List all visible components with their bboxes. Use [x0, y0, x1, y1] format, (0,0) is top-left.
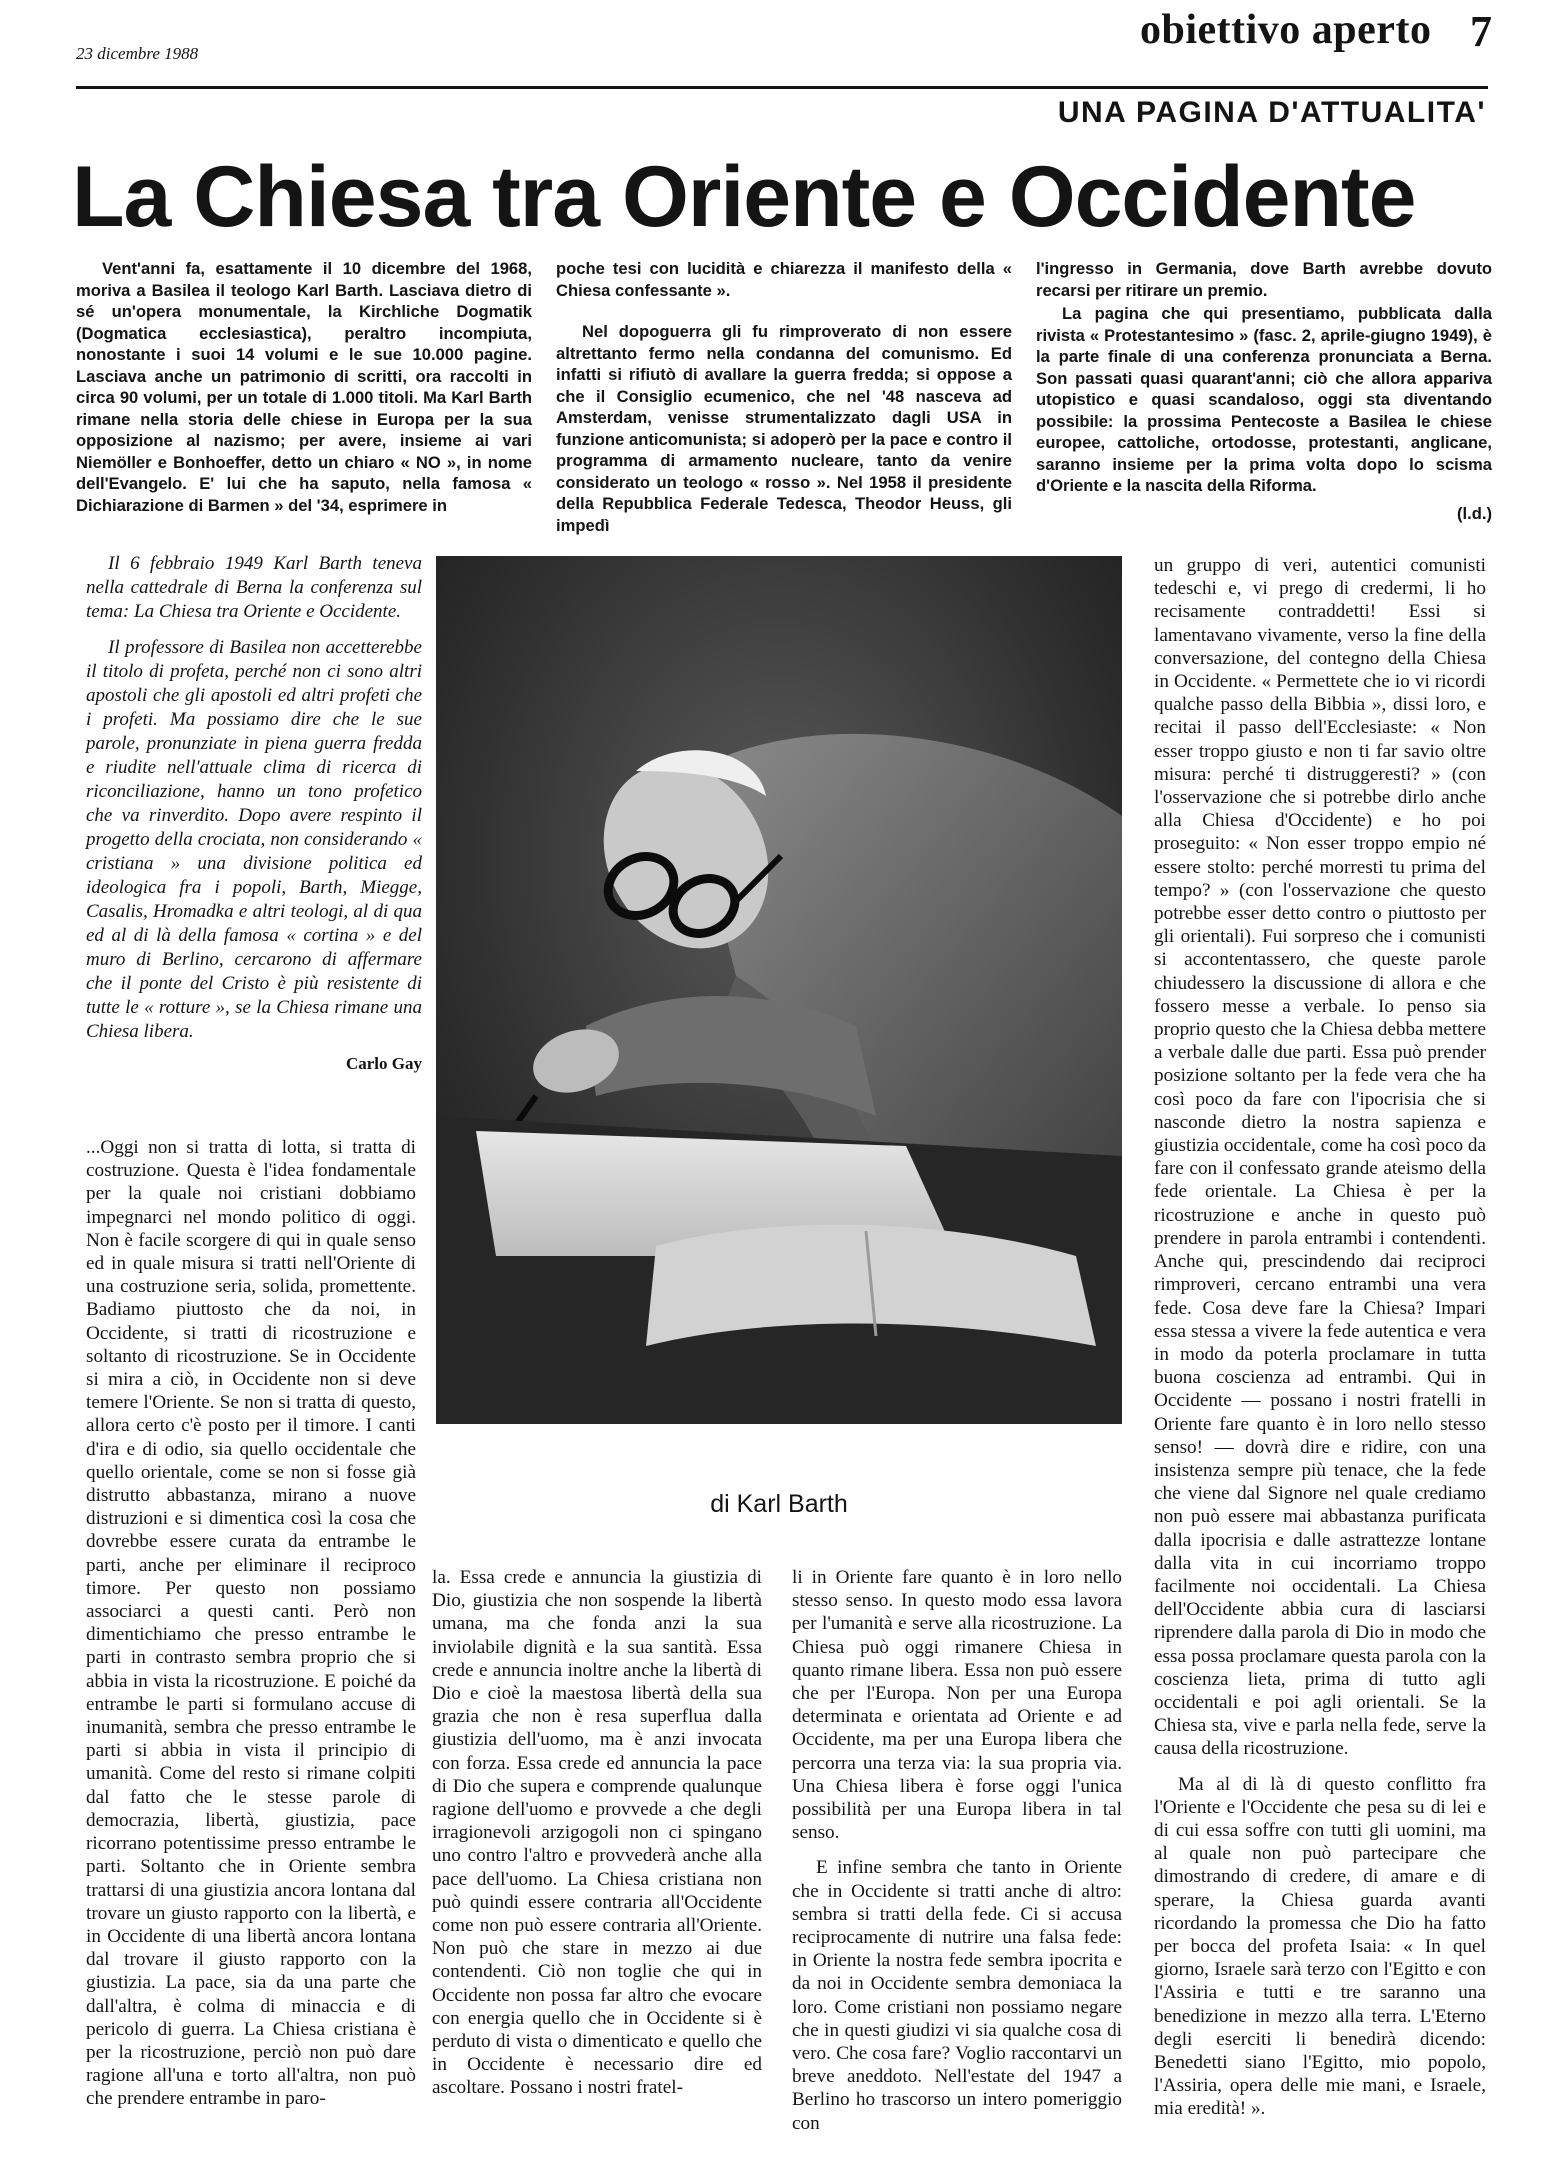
header-rule: [76, 86, 1488, 89]
publication-name: obiettivo aperto: [1140, 7, 1432, 53]
intro-column-1: [76, 258, 532, 516]
intro-column-2: [556, 258, 1012, 536]
article-title: La Chiesa tra Oriente e Occidente: [72, 149, 1416, 245]
byline: di Karl Barth: [710, 1490, 848, 1518]
preface-box: [86, 552, 422, 1076]
page-number: 7: [1470, 7, 1492, 56]
karl-barth-photo: [436, 556, 1122, 1424]
intro-paragraph: poche tesi con lucidità e chiarezza il manifesto della « Chiesa confessante ».: [556, 259, 1012, 300]
issue-date: 23 dicembre 1988: [76, 44, 199, 63]
section-heading: UNA PAGINA D'ATTUALITA': [1057, 96, 1486, 129]
body-paragraph: li in Oriente fare quanto è in loro nello stesso senso. In questo modo essa lavora per l'umanità e serve alla ricostruzione. La Chiesa può oggi rimanere Chiesa in quanto rimane libera. Essa non può essere che per l'Europa. Non per una Europa determinata e orientata ad Oriente e ad Occidente, ma per una Europa libera che percorra una terza via: la sua propria via. Una Chiesa libera è forse oggi l'unica possibilità per una Europa libera in tal senso.: [792, 1567, 1122, 1844]
body-paragraph: un gruppo di veri, autentici comunisti tedeschi e, vi prego di credermi, li ho recisamente contraddetti! Essi si lamentavano vivamente, verso la fine della conversazione, del contegno della Chiesa in Occidente. « Permettete che io vi ricordi qualche passo della Bibbia », dissi loro, e recitai il passo dell'Ecclesiaste: « Non esser troppo giusto e non ti far savio oltre misura: perché ti distruggeresti? » (con l'osservazione che si potrebbe dirlo anche alla Chiesa d'Occidente) e ho poi proseguito: « Non esser troppo empio né essere stolto: perché morresti tu prima del tempo? » (con l'osservazione che questo potrebbe esser detto contro o piuttosto per gli orientali). Fui sorpreso che i comunisti si accontentassero, che queste parole chiudessero la discussione di allora e che fossero messe a verbale. Io penso sia proprio questo che la Chiesa debba mettere a verbale dalle due parti. Essa può prender posizione soltanto per la fede vera che ha così poco da fare con l'ipocrisia che si nasconde dietro la nostra sapienza e giustizia occidentale, come ha così poco da fare con il confessato grande ateismo della fede orientale. La Chiesa è per la ricostruzione e anche in questo può prendere in parola entrambi i contendenti. Anche qui, prescindendo dai reciproci rimproveri, cercano entrambi una vera fede. Cosa deve fare la Chiesa? Impari essa stessa a vivere la fede autentica e vera in modo da poterla proclamare in tutta buona coscienza ad entrambi. Qui in Occidente — possano i nostri fratelli in Oriente fare quanto è in loro nello stesso senso! — dovrà dire e ridire, con una insistenza sempre più tenace, che la fede che viene dal Signore nel quale crediamo non può essere mai abbastanza purificata dalla ipocrisia e dalle astrattezze lontane dalla vita in cui incorriamo troppo facilmente noi occidentali. La Chiesa dell'Occidente abbia cura di lasciarsi riprendere dalla parola di Dio in modo che essa possa proclamare questa parola con la coscienza lieta, prima di tutto agli occidentali e poi agli orientali. Se la Chiesa sta, vive e parla nella fede, serve la causa della ricostruzione.: [1154, 555, 1486, 1760]
intro-paragraph: l'ingresso in Germania, dove Barth avrebbe dovuto recarsi per ritirare un premio.: [1036, 259, 1492, 300]
intro-column-3: [1036, 258, 1492, 524]
body-column-2: [432, 1566, 762, 2100]
body-column-4: [1154, 554, 1486, 2121]
body-paragraph: ...Oggi non si tratta di lotta, si tratta di costruzione. Questa è l'idea fondamentale per la quale noi cristiani dobbiamo impegnarci nel mondo politico di oggi. Non è facile scorgere di qui in quale senso ed in quale misura si tratti nell'Oriente di una costruzione seria, solida, promettente. Badiamo piuttosto che da noi, in Occidente, si tratti di ricostruzione e soltanto di ricostruzione. Se in Occidente si mira a ciò, in Occidente non si deve temere l'Oriente. Se non si tratta di questo, allora certo c'è posto per il timore. I canti d'ira e di odio, sia quello occidentale che quello orientale, come se non si fosse già distrutto abbastanza, mirano a nuove distruzioni e si dimentica così la cosa che dovrebbe essere curata da entrambe le parti, anche per eliminare il reciproco timore. Per questo non possiamo associarci a questi canti. Però non dimentichiamo che presso entrambe le parti in contrasto sembra proprio che si abbia in vista la ricostruzione. E poiché da entrambe le parti si formulano accuse di inumanità, sembra che presso entrambe le parti si abbia in vista il principio di umanità. Come del resto si rimane colpiti dal fatto che le stesse parole di democrazia, libertà, giustizia, pace ricorrano potentissime presso entrambe le parti. Soltanto che in Oriente sembra trattarsi di una giustizia ancora lontana dal trovare un giusto rapporto con la libertà, e in Occidente di una libertà ancora lontana dal trovare il giusto rapporto con la giustizia. La pace, sia da una parte che dall'altra, è colma di minaccia e di pericolo di guerra. La Chiesa cristiana è per la ricostruzione, perciò non può dare ragione all'una e torto all'altra, non può che prendere entrambe in paro-: [86, 1137, 416, 2110]
body-paragraph: Ma al di là di questo conflitto fra l'Oriente e l'Occidente che pesa su di lei e di cui essa soffre con tutti gli uomini, ma al quale non può partecipare che dimostrando di credere, di amare e di sperare, la Chiesa guarda avanti ricordando la promessa che Dio ha fatto per bocca del profeta Isaia: « In quel giorno, Israele sarà terzo con l'Egitto e con l'Assiria e tutti e tre saranno una benedizione in mezzo alla terra. L'Eterno degli eserciti li benedirà dicendo: Benedetti siano l'Egitto, mio popolo, l'Assiria, opera delle mie mani, e Israele, mia eredità! ».: [1154, 1773, 1486, 2120]
body-column-3: [792, 1566, 1122, 2135]
body-paragraph: E infine sembra che tanto in Oriente che in Occidente si tratti anche di altro: sembra si tratti della fede. Ci si accusa reciprocamente di nutrire una falsa fede: in Oriente la nostra fede sembra ipocrita e da noi in Occidente sembra demoniaca la loro. Come cristiani non possiamo negare che in questi giudizi vi sia qualche cosa di vero. Che cosa fare? Voglio raccontarvi un breve aneddoto. Nell'estate del 1947 a Berlino ho trascorso un intero pomeriggio con: [792, 1857, 1122, 2134]
body-paragraph: la. Essa crede e annuncia la giustizia di Dio, giustizia che non sospende la libertà umana, ma che fonda anzi la sua inviolabile dignità e la sua santità. Essa crede e annuncia inoltre anche la libertà di Dio e cioè la maestosa libertà della sua grazia che non è resa superflua dalla giustizia dell'uomo, ma è anzi invocata con forza. Essa crede ed annuncia la pace di Dio che supera e comprende qualunque ragione dell'uomo e provvede a che degli irragionevoli arzigogoli non ci spingano uno contro l'altro e provvederà anche alla pace dell'uomo. La Chiesa cristiana non può quindi essere contraria all'Occidente come non può essere contraria all'Oriente. Non può che stare in mezzo ai due contendenti. Ciò non toglie che qui in Occidente non possa far altro che evocare con energia quello che in Occidente si è perduto di vista o dimenticato e quello che in Occidente è necessario dire ed ascoltare. Possano i nostri fratel-: [432, 1567, 762, 2099]
preface-paragraph: Il professore di Basilea non accetterebbe il titolo di profeta, perché non ci sono altri apostoli che gli apostoli ed altri profeti che i profeti. Ma possiamo dire che le sue parole, pronunziate in piena guerra fredda e riudite nell'attuale clima di ricerca di riconciliazione, hanno un tono profetico che va rinverdito. Dopo avere respinto il progetto della crociata, non considerando « cristiana » una divisione politica ed ideologica fra i popoli, Barth, Miegge, Casalis, Hromadka e altri teologi, al di qua ed al di là della famosa « cortina » e del muro di Berlino, cercarono di affermare che il ponte del Cristo è più resistente di tutte le « rotture », se la Chiesa rimane una Chiesa libera.: [86, 637, 422, 1042]
intro-paragraph: Nel dopoguerra gli fu rimproverato di non essere altrettanto fermo nella condanna del comunismo. Ed infatti si rifiutò di avallare la guerra fredda; si oppose a che il Consiglio ecumenico, che nel '48 nasceva ad Amsterdam, venisse strumentalizzato dagli USA in funzione anticomunista; si adoperò per la pace e contro il programma di armamento nucleare, tanto da venire considerato un teologo « rosso ». Nel 1958 il presidente della Repubblica Federale Tedesca, Theodor Heuss, gli impedì: [556, 322, 1012, 535]
body-column-1: [86, 1136, 416, 2111]
intro-paragraph: Vent'anni fa, esattamente il 10 dicembre del 1968, moriva a Basilea il teologo Karl Barth. Lasciava dietro di sé un'opera monumentale, la Kirchliche Dogmatik (Dogmatica ecclesiastica), peraltro incompiuta, nonostante i suoi 14 volumi e le sue 10.000 pagine. Lasciava anche un patrimonio di scritti, ora raccolti in circa 90 volumi, per un totale di 1.000 titoli. Ma Karl Barth rimane nella storia delle chiese in Europa per la sua opposizione al nazismo; per avere, insieme ai vari Niemöller e Bonhoeffer, detto un chiaro « NO », in nome dell'Evangelo. E' lui che ha saputo, nella famosa « Dichiarazione di Barmen » del '34, esprimere in: [76, 259, 532, 515]
intro-signature: (l.d.): [1456, 503, 1492, 523]
preface-paragraph: Il 6 febbraio 1949 Karl Barth teneva nella cattedrale di Berna la conferenza sul tema: La Chiesa tra Oriente e Occidente.: [86, 553, 422, 622]
preface-signature: Carlo Gay: [345, 1054, 422, 1073]
intro-paragraph: La pagina che qui presentiamo, pubblicata dalla rivista « Protestantesimo » (fasc. 2, aprile-giugno 1949), è la parte finale di una conferenza pronunciata a Berna. Son passati quasi quarant'anni; ciò che allora appariva utopistico e quasi scandaloso, oggi sta diventando possibile: la prossima Pentecoste a Basilea le chiese europee, cattoliche, ortodosse, protestanti, anglicane, saranno insieme per la prima volta dopo lo scisma d'Oriente e la nascita della Riforma.: [1036, 304, 1492, 495]
